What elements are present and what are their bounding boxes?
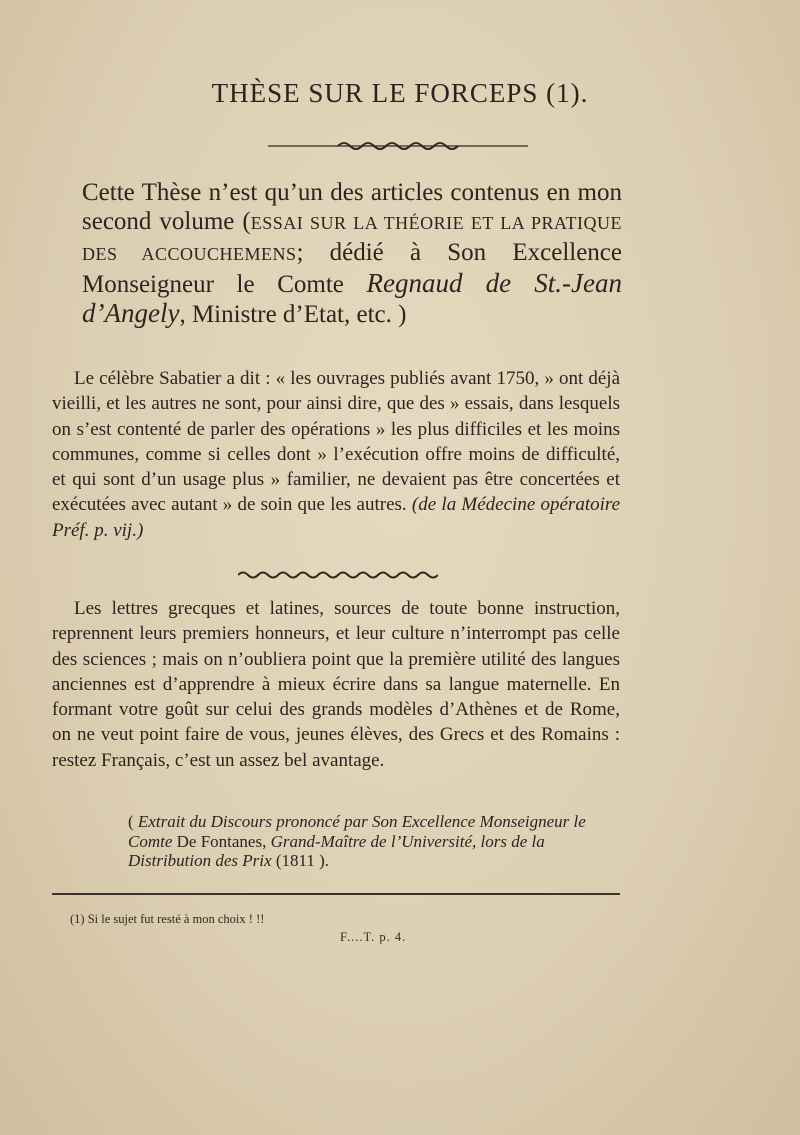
source-italic-1: Extrait du Discours prononcé par Son Excellence Monseigneur le Comte bbox=[128, 812, 586, 851]
source-open: ( bbox=[128, 812, 138, 831]
intro-text-2: ; dédié à Son Excellence Monseigneur le Comte bbox=[82, 239, 622, 298]
quote-citation: (de la Médecine opératoire Préf. p. vij.) bbox=[52, 494, 621, 541]
fontanes-passage bbox=[52, 596, 620, 773]
source-close: (1811 ). bbox=[271, 851, 330, 870]
footnote-divider bbox=[52, 893, 620, 895]
passage-source bbox=[128, 812, 620, 871]
wavy-divider bbox=[238, 569, 438, 581]
intro-text-1: Cette Thèse n’est qu’un des articles contenus en mon second volume ( bbox=[82, 179, 622, 235]
footnote: (1) Si le sujet fut resté à mon choix ! !! bbox=[70, 912, 265, 926]
dedicatee-name: Regnaud de St.-Jean d’Angely bbox=[82, 268, 622, 328]
intro-text-3: , Ministre d’Etat, etc. ) bbox=[179, 301, 407, 328]
intro-paragraph bbox=[82, 178, 622, 329]
book-title: ESSAI SUR LA THÉORIE ET LA PRATIQUE DES ACCOUCHEMENS bbox=[82, 213, 623, 264]
signature-mark: F....T. p. 4. bbox=[340, 930, 407, 944]
source-italic-2: Grand-Maître de l’Université, lors de la Distribution des Prix bbox=[128, 831, 545, 870]
quote-text: Le célèbre Sabatier a dit : « les ouvrages publiés avant 1750, » ont déjà vieilli, et les autres ne sont, pour ainsi dire, que des » essais, dans lesquels on s’est contenté de parler des opérations » les plus difficiles et les moins communes, comme si celles dont » l’exécution offre moins de difficulté, et qui sont d’un usage plus » familier, ne devaient pas être concertées et exécutées avec autant » de soin que les autres. bbox=[52, 368, 620, 516]
passage-text: Les lettres grecques et latines, sources de toute bonne instruction, reprennent leurs premiers honneurs, et leur culture n’interrompt pas celle des sciences ; mais on n’oubliera point que la première utilité des langues anciennes est d’apprendre à mieux écrire dans sa langue maternelle. En formant votre goût sur celui des grands modèles d’Athènes et de Rome, on ne veut point faire de vous, jeunes élèves, des Grecs et des Romains : restez Français, c’est un assez bel avantage. bbox=[52, 598, 620, 771]
page-title: THÈSE SUR LE FORCEPS (1). bbox=[211, 78, 589, 108]
sabatier-quote bbox=[52, 366, 620, 543]
ornamental-rule bbox=[268, 140, 528, 152]
source-name: De Fontanes, bbox=[172, 831, 271, 851]
